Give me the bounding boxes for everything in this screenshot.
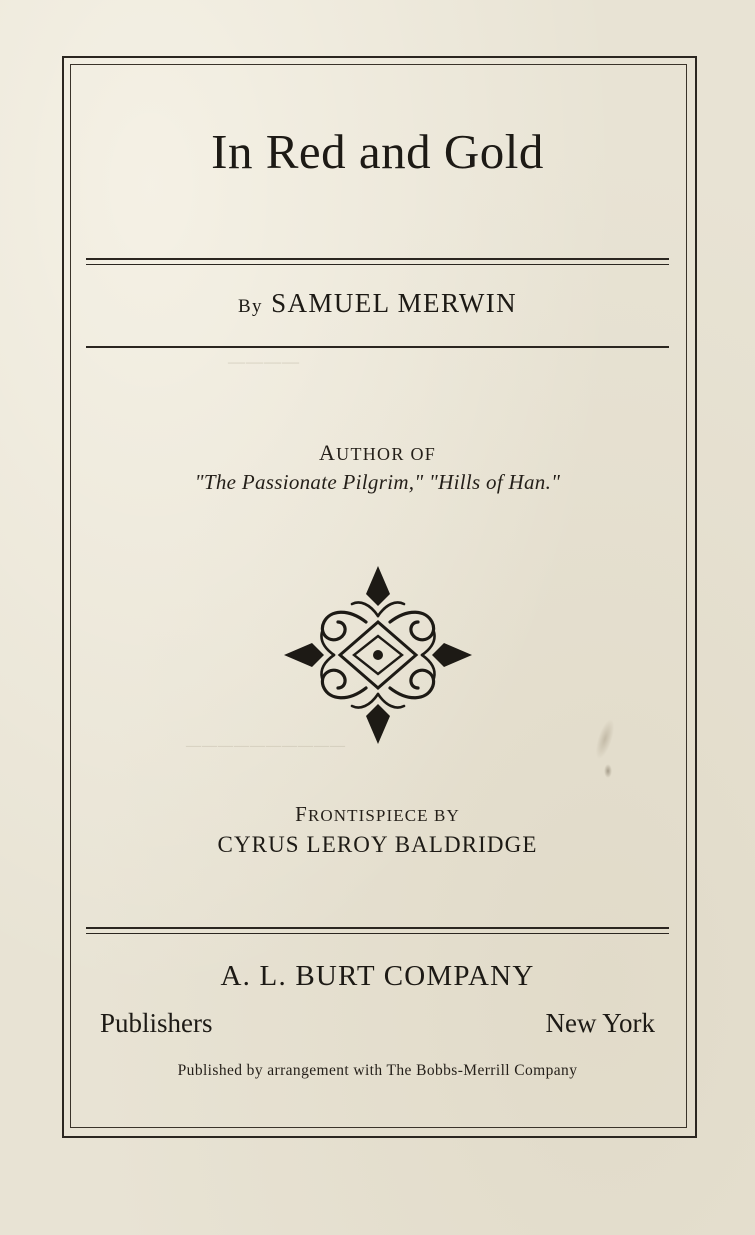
diamond-fleuron-icon [86, 560, 669, 755]
other-works: "The Passionate Pilgrim," "Hills of Han." [194, 470, 561, 494]
divider-rule-bottom-thin [86, 933, 669, 934]
publisher-name: A. L. BURT COMPANY [220, 960, 535, 992]
publisher-city: New York [545, 1008, 655, 1038]
bleed-through-line-1: —————— [196, 248, 316, 269]
byline-prefix: By [237, 296, 263, 317]
bleed-through-line-2: ———— [228, 352, 300, 371]
illustrator-name: CYRUS LEROY BALDRIDGE [217, 832, 538, 857]
byline [86, 288, 669, 319]
bleed-through-line-3: —————————— [186, 738, 346, 754]
publication-note: Published by arrangement with The Bobbs-Merrill Company [177, 1062, 578, 1079]
title-page-content [86, 80, 669, 1110]
author-of-label [86, 440, 669, 466]
divider-rule-byline [86, 346, 669, 348]
publisher-details [100, 1008, 655, 1039]
frontispiece-dropcap: F [295, 802, 308, 826]
divider-rule-bottom-thick [86, 927, 669, 929]
divider-rule-top-thin [86, 264, 669, 265]
divider-rule-top-thick [86, 258, 669, 260]
author-of-dropcap: A [318, 440, 337, 465]
frontispiece-rest: RONTISPIECE BY [307, 806, 460, 825]
author-of-rest: UTHOR OF [336, 444, 437, 464]
book-title: In Red and Gold [211, 124, 544, 179]
frontispiece-label [86, 802, 669, 827]
publisher-role: Publishers [100, 1008, 213, 1038]
byline-author: SAMUEL MERWIN [271, 288, 518, 318]
